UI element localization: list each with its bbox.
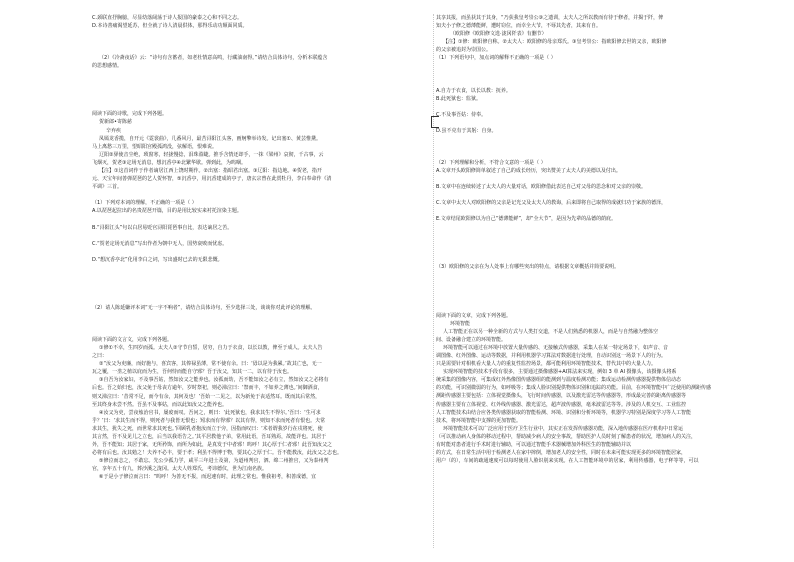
- prose-line: ⑤修泣而志之，不敢忘。先公少孤力学，咸平三年进士及第，为道州判官，泗、绵二州推官，又为泰州判: [99, 458, 329, 465]
- article-line: （可以推动病人身体的移动过程中，帮助减少病人的安全事故，帮助医护人员时刻了解患者的状况，增加病人的关注，: [436, 433, 697, 440]
- article-line: 调图像、红外图像、运动等数据，并利用机器学习算法对数据进行处理，自动识别这一场景下人的行为。: [436, 352, 667, 359]
- option-a: A.自力于衣食，以长以教：抚养。: [436, 87, 511, 94]
- prose-line: 之曰：: [92, 353, 108, 360]
- prose-line: 外，吾不能知；其居于家，无所矜饰，而所为如此，是真发于中者邪！呜呼！其心厚于仁者邪！此吾知汝父之: [92, 442, 333, 449]
- poem-line: 飞烟灭，贺老③定场无消息，想沉香亭④北繁华歇。弹到此，为呜咽。: [92, 159, 246, 166]
- prose-source: （欧阳修《欧阳修文选·泷冈阡表》有删节）: [450, 31, 547, 38]
- prose-line: 官，享年五十有九，葬沙溪之泷冈。太夫人姓郑氏，考讳德仪，世为江南名族。: [92, 466, 268, 473]
- article-line: 实现环境智能的技术手段有很多，主要通过摄像感器+AI算法来实现，例如 3 单 AI 摄像头，该摄像头将系: [443, 369, 677, 376]
- article-line: 只是需要针对相机看大量人力的重复性监控场景，都可能利用环境智能技术，替代其中的大量人力。: [436, 361, 657, 368]
- option-a: A.以琵琶起拉出的名贵琵琶开篇，目的是用比较实来衬托渲染主题。: [92, 208, 242, 215]
- option-a: A.文章开头欧阳修简单叙述了自己的成长经历，突出赞美了太夫人的美德以及付出。: [436, 168, 621, 175]
- option-d: E.文章结尾欧阳修以为自己“德薄能鲜”，却“全大节”，是因为先辈的品德的荫庇。: [436, 216, 617, 223]
- prose-line: 其享其报，而虽获其于其身，“乃获我皇考崇公③之遗训，太夫人之所以教而有待于修者，并揭于阡，俾: [436, 15, 664, 21]
- option-d: D.“想沉香亭北”化用李白之词，写出盛时已去的无限悲慨。: [92, 256, 223, 263]
- option-c: C.“贺老定场无消息”写出作者为朝中无人，国势衰败而忧虑。: [92, 240, 228, 247]
- question-2b-stem: （2）请人陈延嫌评本词“无一字不响者”，请结合具体诗句，至少选择三处，谈谈你对此评论的理解。: [92, 304, 316, 311]
- article-line: 环境智能可以通过在环境中放置大量传感的、无接触式传感器，采集人在某一特定场景下，如声音、音: [443, 344, 669, 351]
- poem-line: 凤嫣龙香揽，自开元《霓裳曲》，几番风月，最苦浔阳江头客，画舸擎举诗发。记出塞①、黄芸惟黛。: [99, 135, 321, 142]
- article-line: 的方式，在日常生活中用于检测老人在家中摔倒，增加老人的安全性，同时在未来可能实现更多的环境智能居家，: [436, 450, 687, 457]
- reading-heading: 阅读下面的文言文，完成下列各题。: [92, 336, 173, 343]
- article-line: 传感器主要有立体视觉、红外线传感器、激光雷达，超声波传感器，毫米波雷达等等。涉及的人机交互、工业监控: [436, 401, 687, 408]
- question-3-stem: （3）欧阳修的父亲在为人处事上有哪些突出的特点，请根据文章概括并简要说明。: [436, 264, 620, 271]
- reading-heading: 阅读下面的诗歌，完成下列各题。: [92, 111, 168, 118]
- prose-line: ①修①不幸，生四岁而孤。太夫人②守节自誓，居穷，自力于衣食，以长以教，俾至于成人。太夫人告: [99, 344, 323, 351]
- prose-line: 知夫小子修之德薄能鲜，遭时窃位，而幸全大节，不辱其先者，其来有自。: [436, 23, 602, 30]
- article-line: 间、设备融合建立的环境智能。: [436, 336, 507, 343]
- question-1-stem: （1）下列语句中，加点词的解释不正确的一项是（ ）: [436, 55, 556, 62]
- prose-line: 至其终身未尝不然。吾虽不及事姑，而以此知汝父之能养也。: [92, 401, 228, 408]
- prose-note: 的父亲被追封为崇国公。: [436, 47, 492, 54]
- poem-note: 平调》三首。: [92, 184, 123, 191]
- text-line: D.本诗善痛渴望延苏，但全就了诗人清晨供体，那得乐动功颠面同质。: [92, 23, 248, 30]
- question-2-line: 的思想感情。: [92, 63, 123, 70]
- prose-line: ⑥于是小子修泣而言曰：“呜呼！为善无不报，而迟速有时，此理之常也。惟我祖考，积善成德，宜: [99, 474, 317, 481]
- article-line: 技术，将环境智能中支撑的更加智能。: [436, 417, 522, 424]
- option-b: B.此死狱也：监狱。: [436, 95, 482, 102]
- poem-title: 贺新郎•寄陈慈: [99, 119, 132, 126]
- left-column: [92, 14, 452, 482]
- poem-author: 辛弃疾: [106, 127, 122, 134]
- article-line: 人工智能技术由结合应各类传感器获取的智能检测、环境、识别和分析环境等，机器学习特别是深度学习等人工智能: [436, 409, 692, 416]
- prose-line: 瓦之覆，一垄之植以庇而为生，吾何恃而能自守邪？吾于汝父，知其一二，以有待于汝也。: [92, 369, 293, 376]
- poem-line: 辽阳②驿使音尘绝，琐窗寒，轻拢慢捻，泪珠盈睫。推手含情还却手，一抹《梁州》哀彻，千古事，云: [99, 151, 324, 158]
- prose-line: 求其生，犹失之死，而世常求其死也。’回顾乳者抱汝而立于旁，因指而叹曰：‘术者谓我岁行在戌将死，使: [92, 425, 323, 432]
- article-line: 环境智能技术可以广泛应用于医疗卫生行业中，其实正在发挥传感器功能，深入地传感器在医疗机构中日常运: [443, 425, 684, 432]
- question-2-line: （2）《冷斋夜话》云：“诗句有含蓄者，如老杜情意高鸣，行藏油南得。”请结合具体诗句，分析本联蕴含: [99, 55, 328, 62]
- poem-note: 元、天宝年间善弹琵琶的艺人贺怀智，⑤沉香亭，用沉香建成的亭子，唐玄宗曾在此赏牡丹，李白奉命作《清: [92, 176, 332, 183]
- prose-line: 其言然，吾不及见儿之立也，后当以我语告之。’其平居教他子弟，常用此语，吾耳熟焉，故能详也。其居于: [92, 434, 327, 440]
- article-line: 统采集的图像内容，可集成红外热像图传感器组的能测到与温度检测功能；集成运动检测传感器提供物体信动态: [436, 377, 682, 384]
- article-line: 人工智能正在以另一种全新的方式与人类打交道，不是人们熟悉的机器人，而是与自然融为整体空: [443, 328, 659, 335]
- option-c: C.文章中太夫人对欧阳修的父亲是记光父及太夫人的教诲，后来即将自己取得的成就归功于家族的德泽，: [436, 200, 667, 207]
- prose-line: ③自吾为汝家妇，不及事吾姑，然知汝父之能养也。汝孤而幼，吾不能知汝之必有立，然知汝父之必将有: [99, 377, 329, 384]
- poem-note: 【注】①这首词作于作者谪居江西上饶时期作。②出塞：指昭君出塞。③辽阳：指边地。④贺老，指开: [99, 168, 322, 175]
- option-b: B.“浔阳江头”句以白居易贬官浔阳琵琶事自比，表达谪居之苦。: [92, 224, 233, 231]
- question-2-stem: （2）下列理解和分析，不符合文意的一项是（ ）: [436, 159, 546, 166]
- option-c: C.不及事吾姑：侍奉。: [436, 111, 487, 118]
- prose-line: ②“汝父为吏廉，而好施与，喜宾客，其俸禄虽薄，常不使有余。曰：‘毋以是为我累。’故其亡也，无一: [99, 361, 322, 368]
- question-1-stem: （1）下列对本词的理解，不正确的一项是（ ）: [92, 200, 197, 207]
- article-line: 测距传感器主要包括：立体视觉摄像头，飞行时间传感器，以及激光雷达等传感器等，形成最完善的距离传感器等: [436, 393, 687, 400]
- prose-line: 必将有后也。汝其勉之！夫养不必丰，要于孝；利虽不得博于物，要其心之厚于仁。吾不能教汝，此汝父之志也。: [92, 450, 343, 457]
- option-b: B.文章中在连续转述了太夫人的大量对话，欧阳修借此表达自己对父母的思念和对父亲的崇敬。: [436, 184, 647, 191]
- article-title: 环境智能: [450, 320, 471, 327]
- article-line: 用户（的），车间的疏通速度可以每时使用人脸识别来实现。在人工智能环境中的居家，利用传感器，电子秤等等，可以: [436, 458, 699, 465]
- prose-line: 乎？’曰：‘求其生而不得，则死者与我皆无恨也；矧求而有得邪？以其有得，则知不求而死者有恨也。夫常: [92, 417, 326, 424]
- article-line: 的功能，可识别微弱的行为，如呼吸等；集成人脸识别提供物体识别和追踪的功能。目前，在环境智能中广泛使用的测距传感: [436, 385, 712, 392]
- prose-line: 后也。吾之始归也，汝父免于母丧方逾年，岁时祭祀，则必涕泣曰：‘祭而丰，不如养之薄也。’间御酒食，: [92, 385, 323, 392]
- prose-line: 则又涕泣曰：‘昔常不足，而今有余，其何及也！’吾始一二见之，以为新免于丧适然耳。既而其后常然，: [92, 393, 321, 400]
- right-column: [436, 14, 794, 465]
- poem-line: 马上离愁三万里，望昭阳宫殿孤鸿没，弦解语，恨难说。: [92, 143, 218, 150]
- option-d: D.虽不克有于其躬：自身。: [436, 127, 497, 134]
- article-line: 有时能对患者进行手术时进行辅助，可以通过智能手术器械增加外科医生的智能辅助并以: [436, 442, 632, 448]
- prose-line: ④汝父为吏，尝夜烛治官书，屡废而叹。吾问之，则曰：‘此死狱也，我求其生不得尔。’吾曰：‘生可求: [99, 409, 321, 416]
- reading-heading: 阅读下面的文章，完成下列各题。: [436, 312, 512, 319]
- text-line: C.颈联直抒胸臆，尽显幼落阔荡于诗人报国的豪泰之心和不同之志。: [92, 15, 243, 21]
- prose-note: 【注】①修：欧阳修自称。②太夫人：欧阳修的母亲郑氏。③皇考崇公：指欧阳修去世的父亲，欧阳修: [443, 39, 667, 46]
